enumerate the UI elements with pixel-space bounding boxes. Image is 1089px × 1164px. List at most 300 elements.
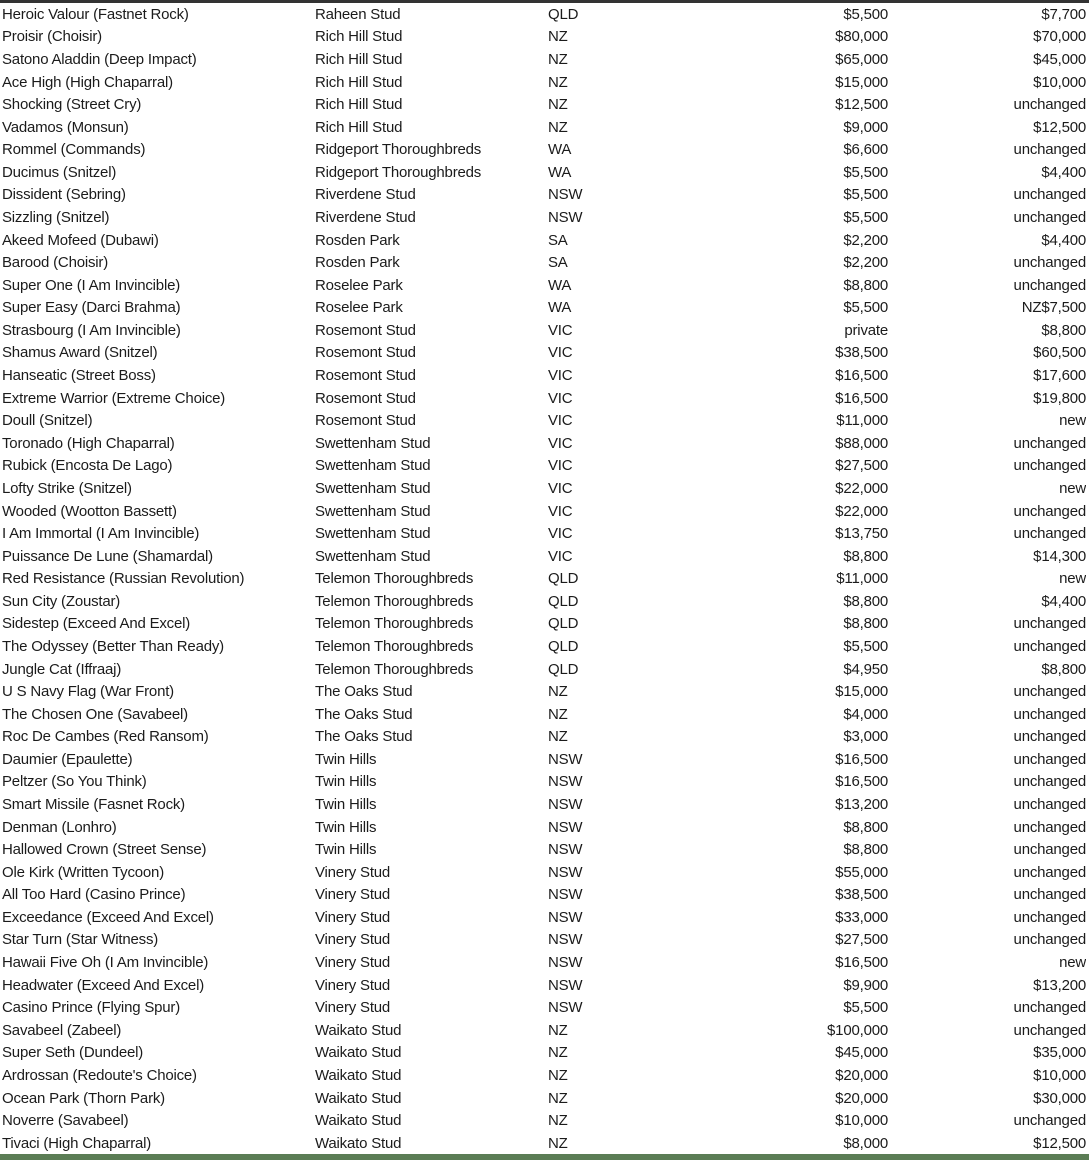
horse-name-cell: Rubick (Encosta De Lago): [2, 457, 173, 475]
stud-name-cell: Rosemont Stud: [315, 389, 416, 407]
previous-fee-cell: unchanged: [1013, 750, 1086, 768]
service-fee-cell: $20,000: [835, 1066, 888, 1084]
stud-name-cell: Rosden Park: [315, 231, 400, 249]
previous-fee-cell: new: [1059, 570, 1086, 588]
stud-name-cell: Swettenham Stud: [315, 479, 431, 497]
stud-name-cell: Rosemont Stud: [315, 367, 416, 385]
horse-name-cell: Peltzer (So You Think): [2, 773, 147, 791]
previous-fee-cell: $10,000: [1033, 1066, 1086, 1084]
horse-name-cell: Vadamos (Monsun): [2, 118, 129, 136]
horse-name-cell: Ardrossan (Redoute's Choice): [2, 1066, 197, 1084]
previous-fee-cell: unchanged: [1013, 457, 1086, 475]
previous-fee-cell: $17,600: [1033, 367, 1086, 385]
state-cell: VIC: [548, 479, 573, 497]
table-row: [0, 793, 1089, 816]
table-row: [0, 3, 1089, 26]
table-row: [0, 906, 1089, 929]
previous-fee-cell: $70,000: [1033, 28, 1086, 46]
table-row: [0, 432, 1089, 455]
service-fee-cell: $5,500: [843, 208, 888, 226]
state-cell: QLD: [548, 570, 579, 588]
table-row: [0, 545, 1089, 568]
horse-name-cell: Rommel (Commands): [2, 141, 146, 159]
previous-fee-cell: $4,400: [1041, 592, 1086, 610]
service-fee-cell: $27,500: [835, 457, 888, 475]
stud-name-cell: Twin Hills: [315, 773, 377, 791]
stud-name-cell: Rosemont Stud: [315, 412, 416, 430]
stud-name-cell: Vinery Stud: [315, 976, 391, 994]
state-cell: NSW: [548, 976, 583, 994]
horse-name-cell: Extreme Warrior (Extreme Choice): [2, 389, 226, 407]
stud-name-cell: Twin Hills: [315, 818, 377, 836]
state-cell: NSW: [548, 818, 583, 836]
state-cell: VIC: [548, 434, 573, 452]
horse-name-cell: Akeed Mofeed (Dubawi): [2, 231, 159, 249]
stud-name-cell: Telemon Thoroughbreds: [315, 637, 474, 655]
stud-name-cell: Waikato Stud: [315, 1021, 402, 1039]
previous-fee-cell: $45,000: [1033, 50, 1086, 68]
state-cell: NZ: [548, 683, 568, 701]
state-cell: SA: [548, 231, 568, 249]
table-row: [0, 274, 1089, 297]
service-fee-cell: $9,900: [843, 976, 888, 994]
table-row: [0, 48, 1089, 71]
service-fee-cell: $65,000: [835, 50, 888, 68]
stud-name-cell: Waikato Stud: [315, 1044, 402, 1062]
service-fee-cell: $100,000: [827, 1021, 888, 1039]
previous-fee-cell: unchanged: [1013, 96, 1086, 114]
previous-fee-cell: unchanged: [1013, 141, 1086, 159]
previous-fee-cell: new: [1059, 479, 1086, 497]
service-fee-cell: $8,800: [843, 592, 888, 610]
service-fee-cell: $22,000: [835, 479, 888, 497]
state-cell: NSW: [548, 863, 583, 881]
previous-fee-cell: $4,400: [1041, 163, 1086, 181]
service-fee-cell: $5,500: [843, 5, 888, 23]
horse-name-cell: Wooded (Wootton Bassett): [2, 502, 177, 520]
stud-name-cell: Swettenham Stud: [315, 525, 431, 543]
stud-name-cell: Raheen Stud: [315, 5, 401, 23]
table-row: [0, 1087, 1089, 1110]
service-fee-cell: $45,000: [835, 1044, 888, 1062]
previous-fee-cell: unchanged: [1013, 208, 1086, 226]
service-fee-cell: $8,800: [843, 818, 888, 836]
state-cell: NZ: [548, 705, 568, 723]
previous-fee-cell: $19,800: [1033, 389, 1086, 407]
horse-name-cell: Puissance De Lune (Shamardal): [2, 547, 213, 565]
service-fee-cell: $80,000: [835, 28, 888, 46]
service-fee-cell: $55,000: [835, 863, 888, 881]
table-row: [0, 1064, 1089, 1087]
stud-name-cell: Waikato Stud: [315, 1112, 402, 1130]
table-row: [0, 929, 1089, 952]
stud-name-cell: Waikato Stud: [315, 1089, 402, 1107]
state-cell: NSW: [548, 908, 583, 926]
table-row: [0, 297, 1089, 320]
table-row: [0, 680, 1089, 703]
service-fee-cell: $16,500: [835, 389, 888, 407]
stud-name-cell: The Oaks Stud: [315, 705, 413, 723]
service-fee-cell: $20,000: [835, 1089, 888, 1107]
horse-name-cell: Denman (Lonhro): [2, 818, 117, 836]
horse-name-cell: Doull (Snitzel): [2, 412, 93, 430]
state-cell: WA: [548, 299, 572, 317]
table-row: [0, 93, 1089, 116]
previous-fee-cell: $10,000: [1033, 73, 1086, 91]
table-row: [0, 116, 1089, 139]
table-row: [0, 342, 1089, 365]
stallion-fees-table: [0, 3, 1089, 1154]
stud-name-cell: Swettenham Stud: [315, 547, 431, 565]
table-row: [0, 703, 1089, 726]
horse-name-cell: Tivaci (High Chaparral): [2, 1134, 152, 1152]
previous-fee-cell: unchanged: [1013, 931, 1086, 949]
service-fee-cell: $8,800: [843, 276, 888, 294]
previous-fee-cell: unchanged: [1013, 1112, 1086, 1130]
previous-fee-cell: $60,500: [1033, 344, 1086, 362]
service-fee-cell: $16,500: [835, 954, 888, 972]
previous-fee-cell: $8,800: [1041, 660, 1086, 678]
stud-name-cell: Riverdene Stud: [315, 208, 416, 226]
table-row: [0, 884, 1089, 907]
service-fee-cell: $12,500: [835, 96, 888, 114]
state-cell: VIC: [548, 321, 573, 339]
service-fee-cell: $2,200: [843, 254, 888, 272]
horse-name-cell: Headwater (Exceed And Excel): [2, 976, 205, 994]
state-cell: SA: [548, 254, 568, 272]
service-fee-cell: $27,500: [835, 931, 888, 949]
stud-name-cell: Twin Hills: [315, 796, 377, 814]
table-row: [0, 658, 1089, 681]
service-fee-cell: $3,000: [843, 728, 888, 746]
state-cell: WA: [548, 141, 572, 159]
stud-name-cell: Rich Hill Stud: [315, 118, 403, 136]
stud-name-cell: Waikato Stud: [315, 1066, 402, 1084]
state-cell: VIC: [548, 457, 573, 475]
table-row: [0, 1132, 1089, 1155]
state-cell: VIC: [548, 525, 573, 543]
horse-name-cell: Shocking (Street Cry): [2, 96, 142, 114]
service-fee-cell: $33,000: [835, 908, 888, 926]
stud-name-cell: Rich Hill Stud: [315, 96, 403, 114]
horse-name-cell: Ace High (High Chaparral): [2, 73, 173, 91]
horse-name-cell: Ocean Park (Thorn Park): [2, 1089, 165, 1107]
service-fee-cell: $5,500: [843, 999, 888, 1017]
service-fee-cell: $16,500: [835, 367, 888, 385]
state-cell: NZ: [548, 728, 568, 746]
table-row: [0, 184, 1089, 207]
table-row: [0, 206, 1089, 229]
previous-fee-cell: unchanged: [1013, 637, 1086, 655]
state-cell: NSW: [548, 886, 583, 904]
state-cell: NZ: [548, 96, 568, 114]
state-cell: VIC: [548, 367, 573, 385]
previous-fee-cell: unchanged: [1013, 276, 1086, 294]
service-fee-cell: $11,000: [836, 412, 888, 430]
horse-name-cell: Barood (Choisir): [2, 254, 109, 272]
previous-fee-cell: unchanged: [1013, 863, 1086, 881]
table-row: [0, 161, 1089, 184]
table-row: [0, 635, 1089, 658]
service-fee-cell: $5,500: [843, 186, 888, 204]
table-row: [0, 364, 1089, 387]
horse-name-cell: Super One (I Am Invincible): [2, 276, 181, 294]
service-fee-cell: $11,000: [836, 570, 888, 588]
service-fee-cell: $16,500: [835, 773, 888, 791]
stud-name-cell: Twin Hills: [315, 841, 377, 859]
previous-fee-cell: unchanged: [1013, 705, 1086, 723]
state-cell: NZ: [548, 28, 568, 46]
state-cell: NZ: [548, 1089, 568, 1107]
state-cell: VIC: [548, 502, 573, 520]
table-row: [0, 590, 1089, 613]
previous-fee-cell: $4,400: [1041, 231, 1086, 249]
state-cell: QLD: [548, 660, 579, 678]
service-fee-cell: $4,000: [843, 705, 888, 723]
previous-fee-cell: $8,800: [1041, 321, 1086, 339]
table-row: [0, 838, 1089, 861]
table-row: [0, 816, 1089, 839]
horse-name-cell: Satono Aladdin (Deep Impact): [2, 50, 197, 68]
previous-fee-cell: unchanged: [1013, 773, 1086, 791]
horse-name-cell: Strasbourg (I Am Invincible): [2, 321, 181, 339]
stud-name-cell: Rosemont Stud: [315, 344, 416, 362]
previous-fee-cell: $30,000: [1033, 1089, 1086, 1107]
horse-name-cell: I Am Immortal (I Am Invincible): [2, 525, 200, 543]
horse-name-cell: Roc De Cambes (Red Ransom): [2, 728, 209, 746]
previous-fee-cell: new: [1059, 412, 1086, 430]
table-row: [0, 138, 1089, 161]
horse-name-cell: Heroic Valour (Fastnet Rock): [2, 5, 189, 23]
previous-fee-cell: new: [1059, 954, 1086, 972]
horse-name-cell: Hanseatic (Street Boss): [2, 367, 156, 385]
previous-fee-cell: unchanged: [1013, 886, 1086, 904]
state-cell: VIC: [548, 344, 573, 362]
service-fee-cell: $16,500: [835, 750, 888, 768]
table-row: [0, 974, 1089, 997]
table-row: [0, 229, 1089, 252]
stud-name-cell: Rich Hill Stud: [315, 73, 403, 91]
table-row: [0, 1109, 1089, 1132]
stud-name-cell: Rosden Park: [315, 254, 400, 272]
stud-name-cell: The Oaks Stud: [315, 683, 413, 701]
previous-fee-cell: $12,500: [1033, 1134, 1086, 1152]
previous-fee-cell: NZ$7,500: [1021, 299, 1086, 317]
previous-fee-cell: $35,000: [1033, 1044, 1086, 1062]
table-row: [0, 613, 1089, 636]
stud-name-cell: Rosemont Stud: [315, 321, 416, 339]
table-row: [0, 567, 1089, 590]
horse-name-cell: U S Navy Flag (War Front): [2, 683, 174, 701]
state-cell: WA: [548, 163, 572, 181]
table-row: [0, 522, 1089, 545]
table-row: [0, 748, 1089, 771]
service-fee-cell: $8,800: [843, 615, 888, 633]
horse-name-cell: The Odyssey (Better Than Ready): [2, 637, 224, 655]
horse-name-cell: Ole Kirk (Written Tycoon): [2, 863, 164, 881]
previous-fee-cell: $7,700: [1041, 5, 1086, 23]
state-cell: NZ: [548, 118, 568, 136]
table-row: [0, 996, 1089, 1019]
service-fee-cell: $22,000: [835, 502, 888, 520]
horse-name-cell: Red Resistance (Russian Revolution): [2, 570, 245, 588]
state-cell: NZ: [548, 50, 568, 68]
state-cell: VIC: [548, 389, 573, 407]
table-row: [0, 251, 1089, 274]
table-row: [0, 1019, 1089, 1042]
service-fee-cell: $15,000: [835, 73, 888, 91]
stud-name-cell: Vinery Stud: [315, 908, 391, 926]
table-row: [0, 409, 1089, 432]
horse-name-cell: Proisir (Choisir): [2, 28, 102, 46]
horse-name-cell: Jungle Cat (Iffraaj): [2, 660, 122, 678]
horse-name-cell: The Chosen One (Savabeel): [2, 705, 188, 723]
previous-fee-cell: unchanged: [1013, 908, 1086, 926]
table-row: [0, 1042, 1089, 1065]
stud-name-cell: The Oaks Stud: [315, 728, 413, 746]
stud-name-cell: Ridgeport Thoroughbreds: [315, 141, 482, 159]
state-cell: NSW: [548, 208, 583, 226]
stud-name-cell: Roselee Park: [315, 276, 403, 294]
stud-name-cell: Vinery Stud: [315, 886, 391, 904]
service-fee-cell: $15,000: [835, 683, 888, 701]
stud-name-cell: Waikato Stud: [315, 1134, 402, 1152]
state-cell: QLD: [548, 637, 579, 655]
state-cell: QLD: [548, 615, 579, 633]
service-fee-cell: $13,750: [835, 525, 888, 543]
state-cell: NSW: [548, 186, 583, 204]
previous-fee-cell: $12,500: [1033, 118, 1086, 136]
previous-fee-cell: $13,200: [1033, 976, 1086, 994]
table-row: [0, 477, 1089, 500]
horse-name-cell: Lofty Strike (Snitzel): [2, 479, 132, 497]
state-cell: NZ: [548, 1021, 568, 1039]
state-cell: NSW: [548, 750, 583, 768]
service-fee-cell: $8,000: [843, 1134, 888, 1152]
previous-fee-cell: unchanged: [1013, 186, 1086, 204]
stud-name-cell: Twin Hills: [315, 750, 377, 768]
service-fee-cell: $8,800: [843, 841, 888, 859]
stud-name-cell: Rich Hill Stud: [315, 50, 403, 68]
table-row: [0, 951, 1089, 974]
table-row: [0, 26, 1089, 49]
horse-name-cell: Casino Prince (Flying Spur): [2, 999, 180, 1017]
stud-name-cell: Swettenham Stud: [315, 457, 431, 475]
horse-name-cell: Smart Missile (Fasnet Rock): [2, 796, 185, 814]
stud-name-cell: Telemon Thoroughbreds: [315, 615, 474, 633]
previous-fee-cell: unchanged: [1013, 254, 1086, 272]
state-cell: NSW: [548, 796, 583, 814]
table-row: [0, 771, 1089, 794]
state-cell: NSW: [548, 954, 583, 972]
stud-name-cell: Vinery Stud: [315, 999, 391, 1017]
state-cell: NZ: [548, 1112, 568, 1130]
table-row: [0, 455, 1089, 478]
horse-name-cell: Exceedance (Exceed And Excel): [2, 908, 214, 926]
service-fee-cell: $38,500: [835, 344, 888, 362]
horse-name-cell: Toronado (High Chaparral): [2, 434, 175, 452]
service-fee-cell: $5,500: [843, 299, 888, 317]
state-cell: NZ: [548, 1134, 568, 1152]
table-row: [0, 726, 1089, 749]
state-cell: WA: [548, 276, 572, 294]
state-cell: NSW: [548, 841, 583, 859]
horse-name-cell: Super Seth (Dundeel): [2, 1044, 144, 1062]
previous-fee-cell: unchanged: [1013, 1021, 1086, 1039]
service-fee-cell: $88,000: [835, 434, 888, 452]
stud-name-cell: Vinery Stud: [315, 954, 391, 972]
horse-name-cell: Ducimus (Snitzel): [2, 163, 117, 181]
stud-name-cell: Swettenham Stud: [315, 434, 431, 452]
service-fee-cell: $4,950: [843, 660, 888, 678]
previous-fee-cell: unchanged: [1013, 434, 1086, 452]
stud-name-cell: Rich Hill Stud: [315, 28, 403, 46]
service-fee-cell: $13,200: [835, 796, 888, 814]
horse-name-cell: Sun City (Zoustar): [2, 592, 121, 610]
service-fee-cell: $6,600: [843, 141, 888, 159]
previous-fee-cell: unchanged: [1013, 818, 1086, 836]
state-cell: VIC: [548, 412, 573, 430]
horse-name-cell: Super Easy (Darci Brahma): [2, 299, 181, 317]
service-fee-cell: $38,500: [835, 886, 888, 904]
state-cell: NZ: [548, 1044, 568, 1062]
horse-name-cell: Noverre (Savabeel): [2, 1112, 129, 1130]
state-cell: NSW: [548, 773, 583, 791]
horse-name-cell: Savabeel (Zabeel): [2, 1021, 122, 1039]
previous-fee-cell: unchanged: [1013, 502, 1086, 520]
horse-name-cell: Shamus Award (Snitzel): [2, 344, 158, 362]
horse-name-cell: Hallowed Crown (Street Sense): [2, 841, 207, 859]
stud-name-cell: Roselee Park: [315, 299, 403, 317]
horse-name-cell: All Too Hard (Casino Prince): [2, 886, 186, 904]
stud-name-cell: Vinery Stud: [315, 863, 391, 881]
stud-name-cell: Ridgeport Thoroughbreds: [315, 163, 482, 181]
table-row: [0, 500, 1089, 523]
previous-fee-cell: unchanged: [1013, 796, 1086, 814]
state-cell: VIC: [548, 547, 573, 565]
table-row: [0, 319, 1089, 342]
horse-name-cell: Hawaii Five Oh (I Am Invincible): [2, 954, 209, 972]
stud-name-cell: Telemon Thoroughbreds: [315, 570, 474, 588]
state-cell: QLD: [548, 5, 579, 23]
state-cell: NZ: [548, 1066, 568, 1084]
horse-name-cell: Daumier (Epaulette): [2, 750, 133, 768]
service-fee-cell: private: [844, 321, 888, 339]
previous-fee-cell: unchanged: [1013, 999, 1086, 1017]
stud-name-cell: Riverdene Stud: [315, 186, 416, 204]
previous-fee-cell: $14,300: [1033, 547, 1086, 565]
state-cell: NSW: [548, 931, 583, 949]
service-fee-cell: $9,000: [843, 118, 888, 136]
table-row: [0, 387, 1089, 410]
stud-name-cell: Telemon Thoroughbreds: [315, 660, 474, 678]
service-fee-cell: $5,500: [843, 163, 888, 181]
horse-name-cell: Sizzling (Snitzel): [2, 208, 110, 226]
bottom-divider-rule: [0, 1154, 1089, 1160]
state-cell: NSW: [548, 999, 583, 1017]
service-fee-cell: $10,000: [835, 1112, 888, 1130]
stud-name-cell: Telemon Thoroughbreds: [315, 592, 474, 610]
service-fee-cell: $8,800: [843, 547, 888, 565]
service-fee-cell: $5,500: [843, 637, 888, 655]
horse-name-cell: Dissident (Sebring): [2, 186, 126, 204]
table-row: [0, 861, 1089, 884]
state-cell: NZ: [548, 73, 568, 91]
horse-name-cell: Sidestep (Exceed And Excel): [2, 615, 191, 633]
stud-name-cell: Vinery Stud: [315, 931, 391, 949]
state-cell: QLD: [548, 592, 579, 610]
service-fee-cell: $2,200: [843, 231, 888, 249]
